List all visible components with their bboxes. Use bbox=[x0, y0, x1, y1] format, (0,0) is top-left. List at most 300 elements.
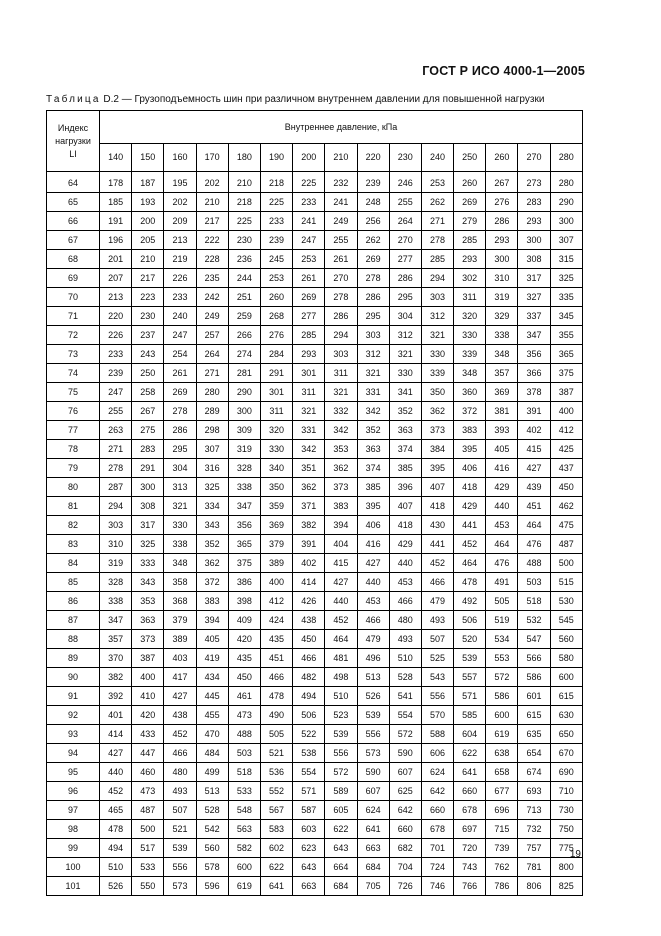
pressure-column-header: 210 bbox=[325, 144, 357, 172]
load-capacity-cell: 355 bbox=[550, 326, 582, 345]
load-capacity-cell: 333 bbox=[132, 554, 164, 573]
load-capacity-cell: 622 bbox=[454, 744, 486, 763]
load-capacity-cell: 402 bbox=[518, 421, 550, 440]
load-capacity-cell: 406 bbox=[357, 516, 389, 535]
load-capacity-cell: 447 bbox=[132, 744, 164, 763]
load-index-cell: 83 bbox=[47, 535, 100, 554]
load-capacity-cell: 429 bbox=[486, 478, 518, 497]
load-capacity-cell: 405 bbox=[486, 440, 518, 459]
load-capacity-cell: 379 bbox=[260, 535, 292, 554]
load-capacity-cell: 362 bbox=[293, 478, 325, 497]
load-capacity-cell: 293 bbox=[486, 231, 518, 250]
load-capacity-cell: 600 bbox=[550, 668, 582, 687]
load-index-cell: 95 bbox=[47, 763, 100, 782]
load-capacity-cell: 557 bbox=[454, 668, 486, 687]
load-capacity-cell: 726 bbox=[389, 877, 421, 896]
load-capacity-cell: 494 bbox=[293, 687, 325, 706]
load-index-cell: 87 bbox=[47, 611, 100, 630]
load-capacity-cell: 262 bbox=[421, 193, 453, 212]
load-capacity-cell: 506 bbox=[293, 706, 325, 725]
load-capacity-cell: 440 bbox=[100, 763, 132, 782]
load-capacity-cell: 255 bbox=[389, 193, 421, 212]
load-capacity-cell: 607 bbox=[357, 782, 389, 801]
pressure-group-header: Внутреннее давление, кПа bbox=[100, 111, 583, 144]
table-row bbox=[47, 611, 583, 630]
load-capacity-cell: 452 bbox=[454, 535, 486, 554]
load-capacity-cell: 353 bbox=[325, 440, 357, 459]
load-capacity-cell: 418 bbox=[421, 497, 453, 516]
load-capacity-cell: 205 bbox=[132, 231, 164, 250]
load-capacity-cell: 233 bbox=[260, 212, 292, 231]
load-capacity-cell: 249 bbox=[196, 307, 228, 326]
load-capacity-cell: 300 bbox=[486, 250, 518, 269]
load-capacity-cell: 325 bbox=[132, 535, 164, 554]
load-capacity-cell: 724 bbox=[421, 858, 453, 877]
load-capacity-cell: 316 bbox=[196, 459, 228, 478]
load-capacity-cell: 585 bbox=[454, 706, 486, 725]
load-capacity-cell: 440 bbox=[357, 573, 389, 592]
load-capacity-cell: 253 bbox=[421, 172, 453, 193]
load-capacity-cell: 493 bbox=[164, 782, 196, 801]
load-capacity-cell: 348 bbox=[486, 345, 518, 364]
load-capacity-cell: 350 bbox=[421, 383, 453, 402]
load-capacity-cell: 781 bbox=[518, 858, 550, 877]
load-capacity-cell: 407 bbox=[421, 478, 453, 497]
table-row bbox=[47, 782, 583, 801]
load-capacity-cell: 435 bbox=[228, 649, 260, 668]
load-capacity-cell: 383 bbox=[454, 421, 486, 440]
load-capacity-cell: 533 bbox=[132, 858, 164, 877]
load-capacity-cell: 757 bbox=[518, 839, 550, 858]
load-index-cell: 98 bbox=[47, 820, 100, 839]
load-capacity-cell: 505 bbox=[486, 592, 518, 611]
load-capacity-cell: 518 bbox=[228, 763, 260, 782]
load-capacity-cell: 218 bbox=[260, 172, 292, 193]
load-capacity-cell: 253 bbox=[260, 269, 292, 288]
table-row bbox=[47, 554, 583, 573]
load-capacity-cell: 481 bbox=[325, 649, 357, 668]
load-capacity-cell: 286 bbox=[357, 288, 389, 307]
load-capacity-cell: 218 bbox=[228, 193, 260, 212]
load-index-cell: 75 bbox=[47, 383, 100, 402]
table-row bbox=[47, 535, 583, 554]
load-capacity-cell: 387 bbox=[132, 649, 164, 668]
load-capacity-cell: 464 bbox=[518, 516, 550, 535]
load-capacity-cell: 573 bbox=[357, 744, 389, 763]
load-capacity-cell: 239 bbox=[260, 231, 292, 250]
load-capacity-cell: 604 bbox=[454, 725, 486, 744]
load-capacity-cell: 806 bbox=[518, 877, 550, 896]
load-capacity-cell: 352 bbox=[389, 402, 421, 421]
load-capacity-cell: 493 bbox=[421, 611, 453, 630]
load-capacity-cell: 542 bbox=[196, 820, 228, 839]
load-capacity-cell: 427 bbox=[357, 554, 389, 573]
load-capacity-cell: 507 bbox=[421, 630, 453, 649]
load-capacity-cell: 534 bbox=[486, 630, 518, 649]
load-capacity-cell: 321 bbox=[325, 383, 357, 402]
load-capacity-cell: 451 bbox=[518, 497, 550, 516]
load-capacity-cell: 375 bbox=[550, 364, 582, 383]
load-capacity-cell: 453 bbox=[389, 573, 421, 592]
load-capacity-cell: 520 bbox=[454, 630, 486, 649]
load-capacity-cell: 465 bbox=[100, 801, 132, 820]
table-row bbox=[47, 573, 583, 592]
table-row bbox=[47, 706, 583, 725]
load-capacity-cell: 381 bbox=[486, 402, 518, 421]
load-capacity-cell: 246 bbox=[389, 172, 421, 193]
load-capacity-cell: 357 bbox=[100, 630, 132, 649]
pressure-column-header: 170 bbox=[196, 144, 228, 172]
load-capacity-cell: 510 bbox=[389, 649, 421, 668]
load-capacity-cell: 226 bbox=[164, 269, 196, 288]
load-capacity-cell: 693 bbox=[518, 782, 550, 801]
load-capacity-cell: 440 bbox=[325, 592, 357, 611]
load-capacity-cell: 261 bbox=[325, 250, 357, 269]
load-capacity-cell: 586 bbox=[518, 668, 550, 687]
load-capacity-cell: 395 bbox=[454, 440, 486, 459]
load-capacity-cell: 663 bbox=[357, 839, 389, 858]
load-capacity-cell: 473 bbox=[132, 782, 164, 801]
load-capacity-cell: 453 bbox=[486, 516, 518, 535]
table-body bbox=[47, 172, 583, 896]
load-capacity-cell: 470 bbox=[196, 725, 228, 744]
load-capacity-cell: 295 bbox=[389, 288, 421, 307]
load-capacity-cell: 705 bbox=[357, 877, 389, 896]
load-capacity-cell: 277 bbox=[389, 250, 421, 269]
load-capacity-cell: 321 bbox=[421, 326, 453, 345]
load-capacity-cell: 261 bbox=[164, 364, 196, 383]
load-capacity-cell: 766 bbox=[454, 877, 486, 896]
load-capacity-cell: 325 bbox=[550, 269, 582, 288]
load-index-cell: 72 bbox=[47, 326, 100, 345]
load-capacity-cell: 270 bbox=[325, 269, 357, 288]
load-capacity-cell: 330 bbox=[164, 516, 196, 535]
load-capacity-cell: 414 bbox=[293, 573, 325, 592]
load-capacity-cell: 365 bbox=[228, 535, 260, 554]
load-capacity-cell: 283 bbox=[518, 193, 550, 212]
load-capacity-cell: 605 bbox=[325, 801, 357, 820]
load-capacity-cell: 417 bbox=[164, 668, 196, 687]
load-capacity-cell: 641 bbox=[454, 763, 486, 782]
table-row bbox=[47, 288, 583, 307]
load-index-cell: 68 bbox=[47, 250, 100, 269]
load-capacity-cell: 330 bbox=[421, 345, 453, 364]
table-row bbox=[47, 839, 583, 858]
load-capacity-cell: 319 bbox=[100, 554, 132, 573]
load-capacity-cell: 654 bbox=[518, 744, 550, 763]
load-capacity-cell: 366 bbox=[518, 364, 550, 383]
load-capacity-cell: 743 bbox=[454, 858, 486, 877]
load-capacity-cell: 600 bbox=[486, 706, 518, 725]
load-capacity-cell: 395 bbox=[357, 497, 389, 516]
load-capacity-cell: 373 bbox=[325, 478, 357, 497]
load-capacity-cell: 450 bbox=[228, 668, 260, 687]
load-capacity-cell: 701 bbox=[421, 839, 453, 858]
load-capacity-cell: 266 bbox=[228, 326, 260, 345]
load-capacity-cell: 526 bbox=[100, 877, 132, 896]
load-capacity-cell: 202 bbox=[196, 172, 228, 193]
load-capacity-cell: 202 bbox=[164, 193, 196, 212]
load-capacity-cell: 294 bbox=[421, 269, 453, 288]
pressure-column-header: 190 bbox=[260, 144, 292, 172]
load-capacity-cell: 426 bbox=[293, 592, 325, 611]
load-capacity-cell: 440 bbox=[389, 554, 421, 573]
load-capacity-cell: 491 bbox=[486, 573, 518, 592]
load-capacity-cell: 730 bbox=[550, 801, 582, 820]
load-capacity-cell: 264 bbox=[389, 212, 421, 231]
load-capacity-cell: 455 bbox=[196, 706, 228, 725]
load-capacity-cell: 476 bbox=[518, 535, 550, 554]
load-capacity-cell: 580 bbox=[550, 649, 582, 668]
table-row bbox=[47, 459, 583, 478]
load-capacity-cell: 401 bbox=[100, 706, 132, 725]
load-capacity-cell: 643 bbox=[325, 839, 357, 858]
load-capacity-cell: 660 bbox=[454, 782, 486, 801]
load-capacity-cell: 478 bbox=[454, 573, 486, 592]
load-capacity-cell: 510 bbox=[100, 858, 132, 877]
load-capacity-cell: 339 bbox=[454, 345, 486, 364]
load-capacity-cell: 418 bbox=[389, 516, 421, 535]
load-capacity-cell: 403 bbox=[164, 649, 196, 668]
load-capacity-cell: 219 bbox=[164, 250, 196, 269]
load-capacity-cell: 410 bbox=[132, 687, 164, 706]
load-capacity-cell: 281 bbox=[228, 364, 260, 383]
load-capacity-cell: 590 bbox=[389, 744, 421, 763]
load-capacity-cell: 394 bbox=[325, 516, 357, 535]
load-capacity-cell: 285 bbox=[293, 326, 325, 345]
load-index-cell: 91 bbox=[47, 687, 100, 706]
load-index-cell: 71 bbox=[47, 307, 100, 326]
load-capacity-cell: 533 bbox=[228, 782, 260, 801]
load-capacity-cell: 247 bbox=[100, 383, 132, 402]
load-capacity-cell: 338 bbox=[486, 326, 518, 345]
load-index-cell: 80 bbox=[47, 478, 100, 497]
load-capacity-cell: 321 bbox=[357, 364, 389, 383]
load-capacity-table bbox=[46, 110, 583, 896]
load-capacity-cell: 350 bbox=[260, 478, 292, 497]
load-capacity-cell: 310 bbox=[486, 269, 518, 288]
load-capacity-cell: 484 bbox=[196, 744, 228, 763]
load-capacity-cell: 269 bbox=[357, 250, 389, 269]
load-capacity-cell: 664 bbox=[325, 858, 357, 877]
load-capacity-cell: 464 bbox=[454, 554, 486, 573]
load-capacity-cell: 210 bbox=[196, 193, 228, 212]
load-capacity-cell: 369 bbox=[260, 516, 292, 535]
load-capacity-cell: 407 bbox=[389, 497, 421, 516]
load-capacity-cell: 191 bbox=[100, 212, 132, 231]
load-index-header-line1: Индекс bbox=[57, 122, 89, 133]
load-capacity-cell: 438 bbox=[164, 706, 196, 725]
load-capacity-cell: 195 bbox=[164, 172, 196, 193]
load-capacity-cell: 269 bbox=[164, 383, 196, 402]
load-capacity-cell: 571 bbox=[293, 782, 325, 801]
load-index-cell: 73 bbox=[47, 345, 100, 364]
load-capacity-cell: 427 bbox=[164, 687, 196, 706]
load-capacity-cell: 233 bbox=[293, 193, 325, 212]
load-capacity-cell: 267 bbox=[486, 172, 518, 193]
load-capacity-cell: 391 bbox=[293, 535, 325, 554]
pressure-column-header: 270 bbox=[518, 144, 550, 172]
load-capacity-cell: 521 bbox=[164, 820, 196, 839]
load-capacity-cell: 352 bbox=[196, 535, 228, 554]
load-capacity-cell: 528 bbox=[389, 668, 421, 687]
load-capacity-cell: 312 bbox=[389, 326, 421, 345]
load-capacity-cell: 466 bbox=[421, 573, 453, 592]
load-capacity-cell: 445 bbox=[196, 687, 228, 706]
load-capacity-cell: 607 bbox=[389, 763, 421, 782]
load-capacity-cell: 425 bbox=[550, 440, 582, 459]
load-capacity-cell: 560 bbox=[196, 839, 228, 858]
table-row bbox=[47, 763, 583, 782]
load-capacity-cell: 389 bbox=[260, 554, 292, 573]
load-capacity-cell: 460 bbox=[132, 763, 164, 782]
load-capacity-cell: 441 bbox=[454, 516, 486, 535]
load-index-cell: 82 bbox=[47, 516, 100, 535]
load-capacity-cell: 312 bbox=[357, 345, 389, 364]
load-capacity-cell: 295 bbox=[164, 440, 196, 459]
load-capacity-cell: 230 bbox=[132, 307, 164, 326]
load-capacity-cell: 351 bbox=[293, 459, 325, 478]
load-index-cell: 90 bbox=[47, 668, 100, 687]
load-capacity-cell: 320 bbox=[454, 307, 486, 326]
load-capacity-cell: 550 bbox=[132, 877, 164, 896]
load-capacity-cell: 247 bbox=[164, 326, 196, 345]
load-capacity-cell: 553 bbox=[486, 649, 518, 668]
load-capacity-cell: 290 bbox=[550, 193, 582, 212]
load-index-cell: 100 bbox=[47, 858, 100, 877]
load-capacity-cell: 643 bbox=[293, 858, 325, 877]
load-capacity-cell: 332 bbox=[325, 402, 357, 421]
load-capacity-cell: 400 bbox=[550, 402, 582, 421]
load-capacity-cell: 523 bbox=[325, 706, 357, 725]
load-capacity-cell: 369 bbox=[486, 383, 518, 402]
load-capacity-cell: 286 bbox=[389, 269, 421, 288]
load-capacity-cell: 678 bbox=[454, 801, 486, 820]
load-capacity-cell: 261 bbox=[293, 269, 325, 288]
pressure-column-header: 230 bbox=[389, 144, 421, 172]
load-capacity-cell: 526 bbox=[357, 687, 389, 706]
load-capacity-cell: 441 bbox=[421, 535, 453, 554]
load-capacity-cell: 590 bbox=[357, 763, 389, 782]
load-capacity-cell: 713 bbox=[518, 801, 550, 820]
load-capacity-cell: 452 bbox=[421, 554, 453, 573]
load-capacity-cell: 244 bbox=[228, 269, 260, 288]
load-capacity-cell: 478 bbox=[260, 687, 292, 706]
load-capacity-cell: 539 bbox=[357, 706, 389, 725]
load-capacity-cell: 263 bbox=[100, 421, 132, 440]
load-index-cell: 94 bbox=[47, 744, 100, 763]
load-capacity-cell: 347 bbox=[100, 611, 132, 630]
table-row bbox=[47, 193, 583, 212]
load-index-cell: 67 bbox=[47, 231, 100, 250]
load-capacity-cell: 606 bbox=[421, 744, 453, 763]
load-capacity-cell: 278 bbox=[164, 402, 196, 421]
load-capacity-cell: 275 bbox=[132, 421, 164, 440]
load-capacity-cell: 547 bbox=[518, 630, 550, 649]
load-capacity-cell: 480 bbox=[164, 763, 196, 782]
load-capacity-cell: 536 bbox=[260, 763, 292, 782]
load-capacity-cell: 356 bbox=[228, 516, 260, 535]
load-index-cell: 69 bbox=[47, 269, 100, 288]
load-index-cell: 101 bbox=[47, 877, 100, 896]
load-capacity-cell: 412 bbox=[550, 421, 582, 440]
load-capacity-cell: 220 bbox=[100, 307, 132, 326]
load-capacity-cell: 582 bbox=[228, 839, 260, 858]
table-row bbox=[47, 269, 583, 288]
pressure-column-header: 260 bbox=[486, 144, 518, 172]
load-capacity-cell: 213 bbox=[100, 288, 132, 307]
load-capacity-cell: 330 bbox=[389, 364, 421, 383]
load-capacity-cell: 343 bbox=[132, 573, 164, 592]
load-capacity-cell: 342 bbox=[325, 421, 357, 440]
load-capacity-cell: 321 bbox=[389, 345, 421, 364]
load-capacity-cell: 358 bbox=[164, 573, 196, 592]
load-capacity-cell: 473 bbox=[228, 706, 260, 725]
load-capacity-cell: 641 bbox=[357, 820, 389, 839]
load-capacity-cell: 317 bbox=[132, 516, 164, 535]
load-capacity-cell: 348 bbox=[164, 554, 196, 573]
load-capacity-cell: 739 bbox=[486, 839, 518, 858]
load-capacity-cell: 658 bbox=[486, 763, 518, 782]
load-capacity-cell: 222 bbox=[196, 231, 228, 250]
load-capacity-cell: 518 bbox=[518, 592, 550, 611]
load-capacity-cell: 650 bbox=[550, 725, 582, 744]
load-capacity-cell: 419 bbox=[196, 649, 228, 668]
load-capacity-cell: 241 bbox=[325, 193, 357, 212]
load-capacity-cell: 554 bbox=[293, 763, 325, 782]
load-capacity-cell: 345 bbox=[550, 307, 582, 326]
load-capacity-cell: 325 bbox=[196, 478, 228, 497]
load-capacity-cell: 213 bbox=[164, 231, 196, 250]
load-capacity-cell: 210 bbox=[228, 172, 260, 193]
load-index-header-line3: LI bbox=[69, 148, 77, 159]
load-capacity-cell: 539 bbox=[164, 839, 196, 858]
load-capacity-cell: 384 bbox=[421, 440, 453, 459]
load-capacity-cell: 488 bbox=[228, 725, 260, 744]
load-capacity-cell: 291 bbox=[260, 364, 292, 383]
load-capacity-cell: 328 bbox=[228, 459, 260, 478]
load-capacity-cell: 276 bbox=[486, 193, 518, 212]
table-row bbox=[47, 801, 583, 820]
load-capacity-cell: 313 bbox=[164, 478, 196, 497]
load-capacity-cell: 732 bbox=[518, 820, 550, 839]
load-capacity-cell: 567 bbox=[260, 801, 292, 820]
load-capacity-cell: 545 bbox=[550, 611, 582, 630]
load-capacity-cell: 236 bbox=[228, 250, 260, 269]
load-index-cell: 77 bbox=[47, 421, 100, 440]
load-capacity-cell: 670 bbox=[550, 744, 582, 763]
load-capacity-cell: 248 bbox=[357, 193, 389, 212]
load-capacity-cell: 405 bbox=[196, 630, 228, 649]
load-capacity-cell: 396 bbox=[389, 478, 421, 497]
load-capacity-cell: 786 bbox=[486, 877, 518, 896]
load-capacity-cell: 310 bbox=[100, 535, 132, 554]
load-capacity-cell: 462 bbox=[550, 497, 582, 516]
load-capacity-cell: 619 bbox=[228, 877, 260, 896]
load-capacity-cell: 278 bbox=[100, 459, 132, 478]
load-capacity-cell: 519 bbox=[486, 611, 518, 630]
load-capacity-cell: 434 bbox=[196, 668, 228, 687]
load-capacity-cell: 372 bbox=[454, 402, 486, 421]
load-capacity-cell: 602 bbox=[260, 839, 292, 858]
load-index-cell: 66 bbox=[47, 212, 100, 231]
load-capacity-cell: 330 bbox=[260, 440, 292, 459]
load-capacity-cell: 660 bbox=[421, 801, 453, 820]
load-capacity-cell: 233 bbox=[164, 288, 196, 307]
load-capacity-cell: 690 bbox=[550, 763, 582, 782]
load-capacity-cell: 235 bbox=[196, 269, 228, 288]
load-capacity-cell: 277 bbox=[293, 307, 325, 326]
